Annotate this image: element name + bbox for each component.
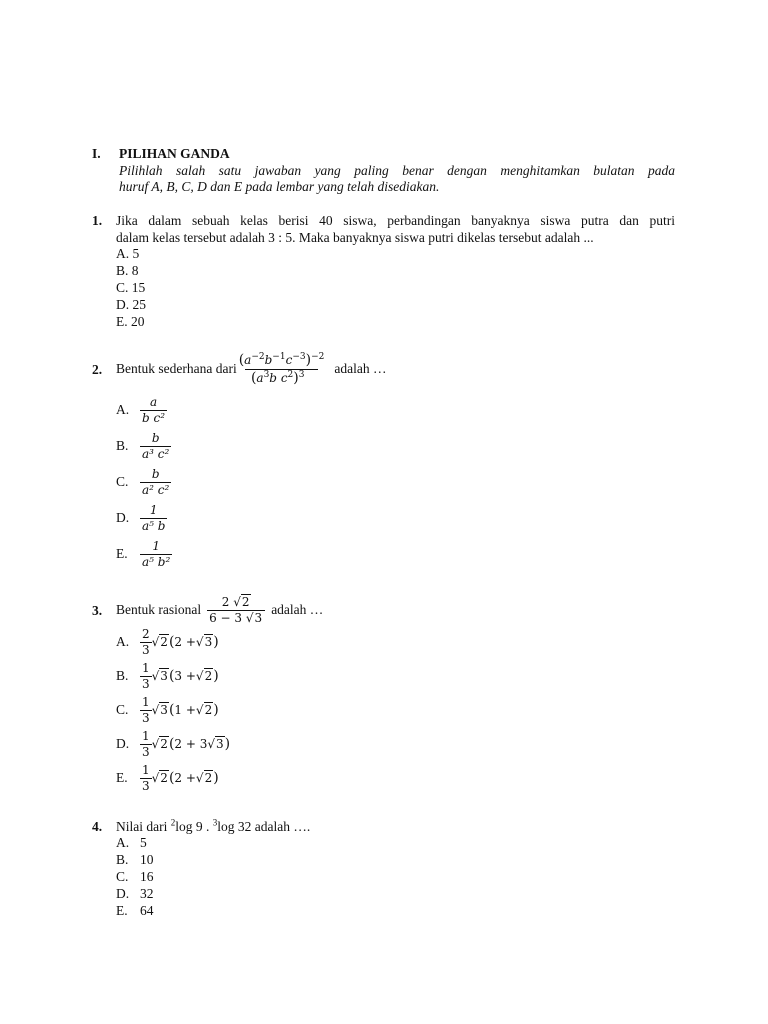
q1-option-e: E. 20 — [116, 314, 145, 329]
q4-option-e: E. 64 — [116, 903, 154, 918]
q3-option-e-expr: $\frac{1}{3}$ √2 ( 2 + √2 ) — [142, 763, 219, 793]
q1-option-b: B. 8 — [116, 263, 139, 278]
q3-prefix: Bentuk rasional — [116, 602, 202, 617]
q2-expression-denominator: ($a^3b$ $c^2)^3$ — [245, 369, 318, 386]
instruction-line-1: Pilihlah salah satu jawaban yang paling benar dengan menghitamkan bulatan pada — [119, 163, 675, 178]
q2-option-d-fraction: $\frac{1}{\text{a⁵ b}}$ — [142, 503, 166, 533]
q2-expression-numerator: $(a^{-2}b^{-1}c^{-3})^{-2}$ — [238, 351, 325, 368]
q2-option-a — [116, 396, 167, 424]
q4-option-c: C. 16 — [116, 869, 154, 884]
q3-option-a — [116, 628, 219, 656]
q2-option-b-fraction: $\frac{b}{\text{a³ c²}}$ — [142, 431, 170, 461]
q2-option-d — [116, 504, 167, 532]
q3-number: 3. — [92, 603, 103, 618]
q3-option-c — [116, 696, 219, 724]
q1-text-line-2: dalam kelas tersebut adalah 3 : 5. Maka banyaknya siswa putri dikelas tersebut adalah ... — [116, 230, 594, 245]
q4-option-d: D. 32 — [116, 886, 154, 901]
q2-option-c-fraction: $\frac{b}{\text{a² c²}}$ — [142, 467, 170, 497]
q3-option-a-label: A. — [116, 634, 130, 650]
q1-option-d: D. 25 — [116, 297, 146, 312]
q2-option-e — [116, 540, 172, 568]
q2-prefix: Bentuk sederhana dari — [116, 361, 237, 376]
q3-option-c-expr: $\frac{1}{3}$ √3 ( 1 + √2 ) — [142, 695, 219, 725]
q4-option-a: A. 5 — [116, 835, 147, 850]
q2-expression — [237, 353, 327, 385]
q1-option-a: A. 5 — [116, 246, 140, 261]
q3-option-a-expr: $\frac{2}{3}$ √2 ( 2 + √3 ) — [142, 627, 219, 657]
q2-option-c-label: C. — [116, 474, 129, 490]
q3-suffix: adalah … — [271, 602, 324, 617]
q3-option-b-expr: $\frac{1}{3}$ √3 ( 3 + √2 ) — [142, 661, 219, 691]
q1-option-c: C. 15 — [116, 280, 146, 295]
q4-number: 4. — [92, 819, 103, 834]
q2-option-e-label: E. — [116, 546, 128, 562]
q3-option-d — [116, 730, 230, 758]
q3-option-e — [116, 764, 219, 792]
q2-option-e-fraction: $\frac{1}{\text{a⁵ b²}}$ — [142, 539, 171, 569]
q3-option-d-label: D. — [116, 736, 130, 752]
q3-option-d-expr: $\frac{1}{3}$ √2 ( 2 + 3 √3 ) — [142, 729, 231, 759]
section-number: I. — [92, 146, 101, 161]
q3-option-b — [116, 662, 219, 690]
q4-option-b: B. 10 — [116, 852, 154, 867]
q2-option-a-fraction: $\frac{a}{\text{b c²}}$ — [142, 395, 166, 425]
q2-option-c — [116, 468, 171, 496]
q2-option-b — [116, 432, 171, 460]
q2-number: 2. — [92, 362, 103, 377]
q3-option-c-label: C. — [116, 702, 129, 718]
q3-stem — [116, 590, 323, 630]
q2-option-a-label: A. — [116, 402, 130, 418]
q2-stem — [116, 344, 386, 394]
q3-expression: $\frac{2 √2}{6 - 3 √3}$ — [207, 596, 265, 624]
q4-text: Nilai dari $^2$log 9 . $^3$log 32 adalah …. — [116, 817, 311, 834]
instruction-line-2: huruf A, B, C, D dan E pada lembar yang telah disediakan. — [119, 179, 440, 194]
q2-suffix: adalah … — [334, 361, 387, 376]
q3-option-b-label: B. — [116, 668, 129, 684]
q2-option-b-label: B. — [116, 438, 129, 454]
q2-option-d-label: D. — [116, 510, 130, 526]
section-title: PILIHAN GANDA — [119, 146, 230, 161]
q3-option-e-label: E. — [116, 770, 128, 786]
q1-number: 1. — [92, 213, 103, 228]
q1-text-line-1: Jika dalam sebuah kelas berisi 40 siswa, perbandingan banyaknya siswa putra dan putri — [116, 213, 675, 228]
